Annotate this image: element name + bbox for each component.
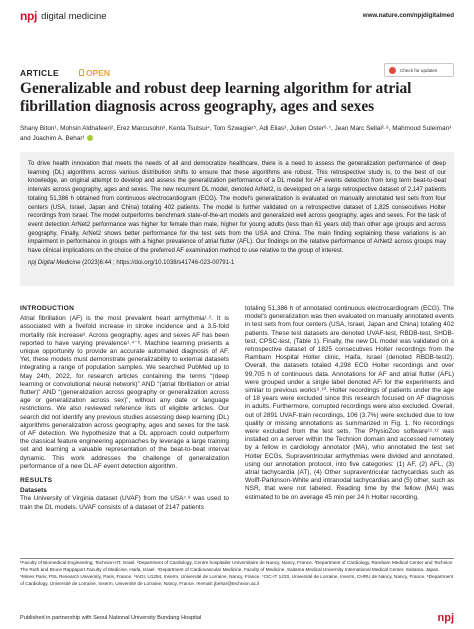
- open-access-label: [79, 68, 110, 78]
- article-title: Generalizable and robust deep learning algorithm for atrial fibrillation diagnosis across geography, ages and sexes: [20, 80, 412, 115]
- check-for-updates-label: Check for updates: [400, 67, 438, 73]
- orcid-icon[interactable]: [87, 135, 93, 141]
- partnership-text: Published in partnership with Seoul National University Bundang Hospital: [20, 615, 202, 621]
- datasets-paragraph: The University of Virginia dataset (UVAF) from the USA⁷˒⁸ was used to train the DL models. UVAF consists of a dataset of 2147 patients: [20, 495, 229, 511]
- citation-doi[interactable]: (2023)6:44 ; https://doi.org/10.1038/s41746-023-00791-1: [80, 259, 235, 266]
- affiliations-footnote: ¹Faculty of Biomedical Engineering, Technion-IIT, Israel. ²Department of Cardiology, Centre hospitalier Universitaire de Nancy, Nancy, France. ³Department of Cardiology, Rambam Medical Center and Technion The Ruth and Bruce Rappaport Faculty of Medicine, Haifa, Israel. ⁴Department of Cardiovascular Medicine, Faculty of Medicine, Saitama Medical University International Medical Center, Saitama, Japan. ⁵Mines Paris, PSL Research University, Paris, France. ⁶IADI, U1254, Inserm, Université de Lorraine, Nancy, France. ⁷CIC-IT 1433, Université de Lorraine, Inserm, CHRU de Nancy, Nancy, France. ⁸Department of Cardiology, Université de Lorraine, Inserm, Université de Lorraine, Nancy, France. ✉email: jbehar@technion.ac.il: [20, 560, 454, 586]
- citation-journal: npj Digital Medicine: [28, 259, 81, 266]
- journal-branding[interactable]: [20, 9, 107, 23]
- abstract-text: To drive health innovation that meets the needs of all and democratize healthcare, there is a need to assess the generalization performance of deep learning (DL) algorithms across various distribution shifts to ensure that these algorithms are robust. This retrospective study is, to the best of our knowledge, an original attempt to develop and assess the generalization performance of a DL model for AF events detection from long term beat-to-beat intervals across geography, ages and sexes. The new recurrent DL model, denoted ArNet2, is developed on a large retrospective dataset of 2,147 patients totaling 51,386 h obtained from continuous electrocardiogram (ECG). The model's generalization is evaluated on manually annotated test sets from four centers (USA, Israel, Japan and China) totaling 402 patients. The model is further validated on a retrospective dataset of 1,825 consecutives Holter recordings from Israel. The model outperforms benchmark state-of-the-art models and generalized well across geography, ages and sexes. For the task of event detection ArNet2 performance was higher for female than male, higher for young adults (less than 61 years old) than other age groups and across geography. Finally, ArNet2 shows better performance for the test sets from the USA and China. The main finding explaining these variations is an impairment in performance in groups with a higher prevalence of atrial flutter (AFL). Our findings on the relative performance of ArNet2 across groups may have clinical implications on the choice of the preferred AF examination method to use relative to the group of interest.: [28, 161, 446, 255]
- datasets-heading: Datasets: [20, 487, 47, 495]
- results-heading: RESULTS: [20, 477, 53, 485]
- open-access-text: OPEN: [85, 68, 111, 78]
- article-type-label: ARTICLE: [20, 68, 59, 78]
- introduction-heading: INTRODUCTION: [20, 305, 75, 312]
- footnote-divider: [20, 558, 454, 559]
- author-list[interactable]: [20, 124, 460, 144]
- introduction-paragraph: Atrial fibrillation (AF) is the most prevalent heart arrhythmia¹˒². It is associated with a fivefold increase in stroke incidence and a 3.5-fold mortality risk increase³. Across geography, ages and sexes AF has been reported to have varying prevalence¹˒⁴⁻⁶. Machine learning presents a unique opportunity to provide an accurate automated diagnosis of AF. Yet, these models must demonstrate generalizability to external datasets integrating a range of population samples. We searched PubMed up to May 24th, 2022, for research articles containing the terms “(deep learning or convolutional neural network)” AND “(atrial fibrillation or atrial flutter)” AND “(generalization across geography or generalization across age or generalization across sex)”, without any date or language restrictions. We also reviewed reference lists of eligible articles. Our search did not identify any previous studies assessing deep learning (DL) algorithms generalization across geography, ages and sexes for the task of AF detection. We hypothesize that a DL approach could outperform the classical feature engineering approaches by leverage a large training set and learning a valuable representation of the beat-to-beat interval dynamic. This work addresses the challenge of generalization performance of a new DL AF event detection algorithm.: [20, 315, 229, 470]
- left-column: [20, 305, 229, 512]
- check-for-updates-button[interactable]: [384, 63, 454, 77]
- page-header: [0, 0, 474, 28]
- journal-url-link[interactable]: www.nature.com/npjdigitalmed: [362, 12, 454, 19]
- update-badge-icon: [389, 67, 396, 74]
- npj-logo: npj: [20, 9, 38, 23]
- author-names: Shany Biton¹, Mohsin Aldhafeeri², Erez Marcusohn³, Kenta Tsutsui⁴, Tom Szwagier⁵, Adi Elias³, Julien Oster⁶·⁷, Jean Marc Sellal²·⁸, Mahmoud Suleiman³ and Joachim A. Behar¹: [20, 125, 452, 142]
- citation-line: [28, 259, 446, 268]
- page-footer: [20, 614, 454, 626]
- abstract-panel: [20, 152, 454, 286]
- article-labels: [20, 68, 110, 78]
- datasets-continued-paragraph: totaling 51,386 h of annotated continuous electrocardiogram (ECG). The model's generalization was then evaluated on manually annotated events in test sets from four centers (USA, Israel, Japan and China) totaling 402 patients. These test datasets are denoted UVAF-test, RBDB-test, SHDB-test, CPSC-test, (Table 1). Finally, the new DL model was validated on a retrospective dataset of 1825 consecutives Holter recordings from the Rambam Hospital Holter clinic, Haifa, Israel (denoted RBDB-test2). Overall, the datasets totaled 4,298 ECG Holter recordings and over 99,705 h of continuous data. Annotations for AF and atrial flutter (AFL) were grouped under a single label denoted AFₗ for the experiments and similar to previous works⁹˒¹⁰. Holter recordings of patients under the age of 18 years were excluded since this research focused on AF diagnosis in adults. Furthermore, corrupted recordings were also excluded. Overall, out of 2891 UVAF-train recordings, 106 (3.7%) were excluded due to low quality or missing annotations as summarized in Fig. 1. No recordings were excluded from the test sets. The PhysioZoo software¹¹˒¹² was installed on a server within the Technion domain and accessed remotely by a fellow in cardiology annotator (MA), who annotated the test set Holter ECGs. Supraventricular arrhythmias were divided and annotated, using our annotation protocol, into five categories: (1) AF, (2) AFL, (3) atrial tachycardia (AT), (4) Other supraventricular tachycardias such as Wolff-Parkinson-White and intranodal tachycardias and (5) other, such as NSR, that were not labeled. Reading time by the fellow (MA) was estimated to be on average 45 min per 24 h Holter recording.: [245, 305, 454, 501]
- npj-footer-logo: npj: [437, 612, 454, 624]
- right-column: [245, 305, 454, 502]
- open-lock-icon: [79, 69, 84, 76]
- journal-name: digital medicine: [41, 10, 107, 22]
